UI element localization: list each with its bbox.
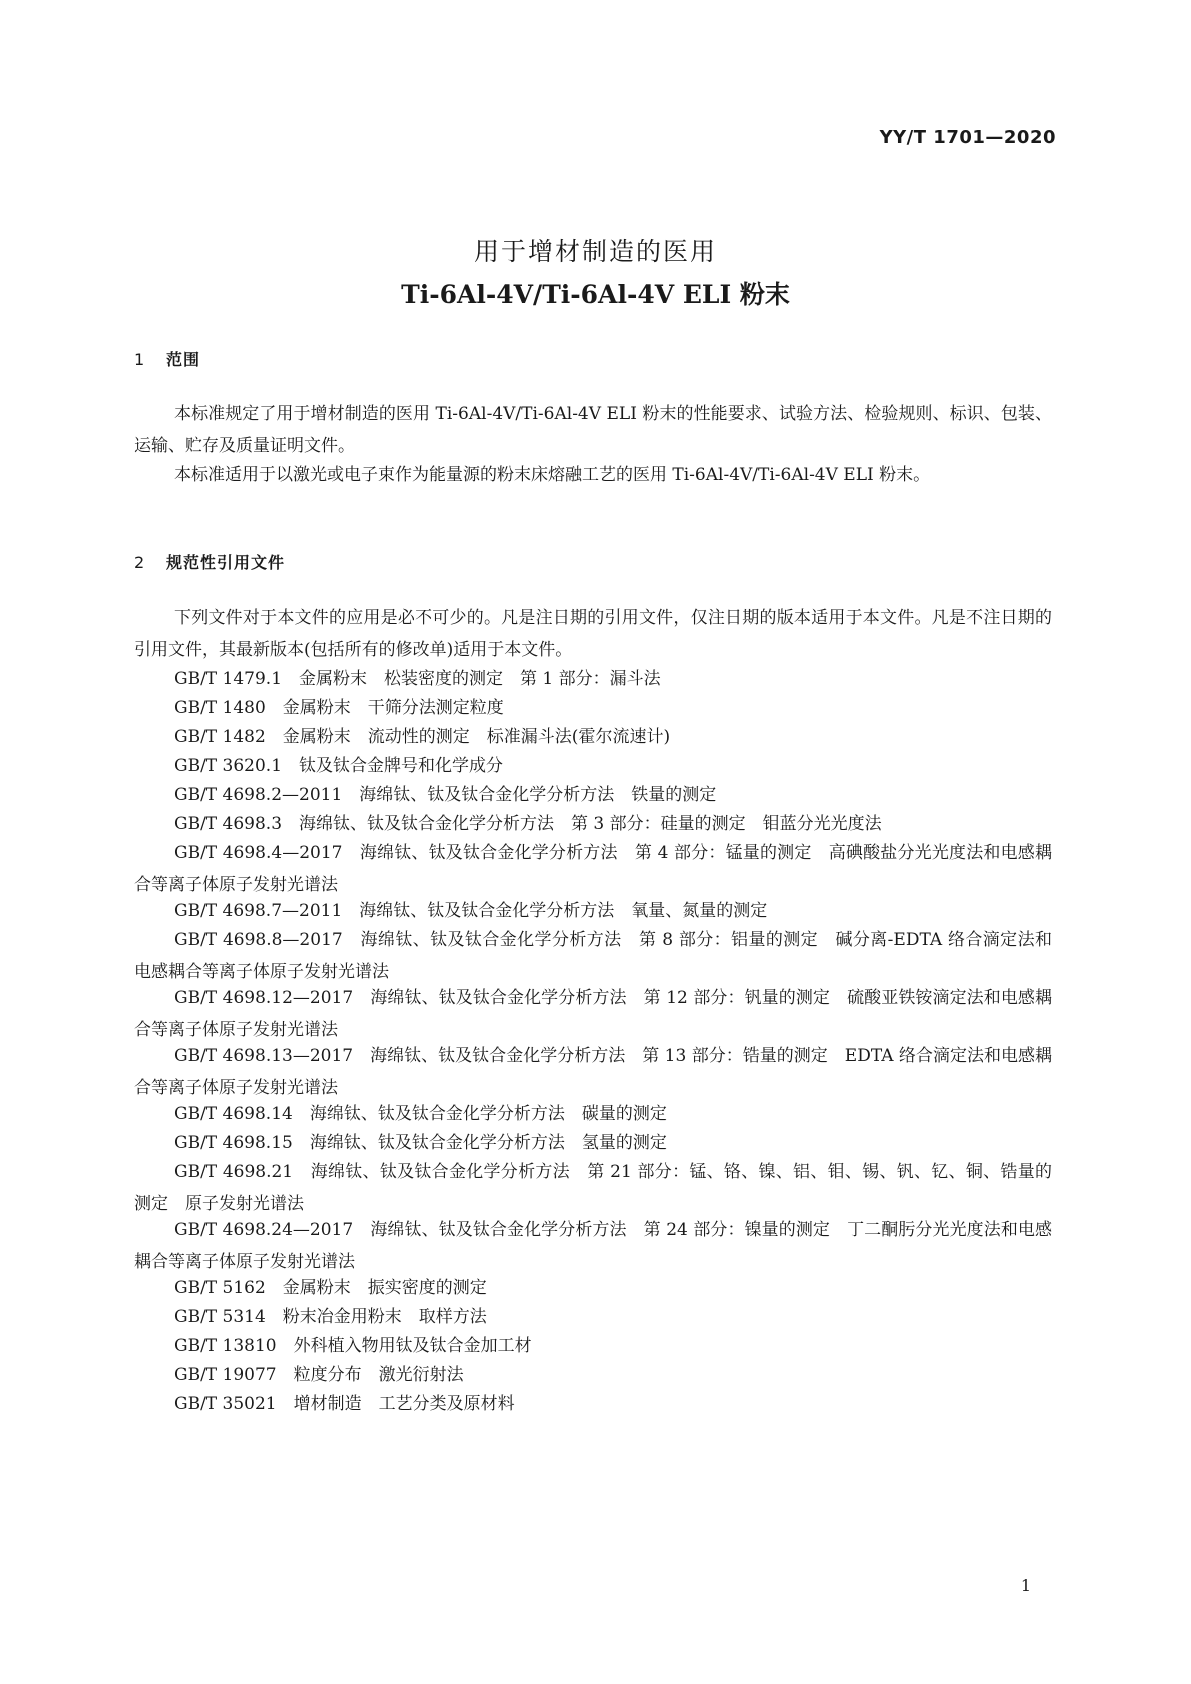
ref-item: GB/T 4698.8—2017 海绵钛、钛及钛合金化学分析方法 第 8 部分：铝量的测定 碱分离-EDTA 络合滴定法和电感耦合等离子体原子发射光谱法: [134, 930, 1052, 982]
section-2-intro: 下列文件对于本文件的应用是必不可少的。凡是注日期的引用文件，仅注日期的版本适用于本文件。凡是不注日期的引用文件，其最新版本(包括所有的修改单)适用于本文件。: [134, 608, 1052, 660]
ref-item: GB/T 1479.1 金属粉末 松装密度的测定 第 1 部分：漏斗法: [174, 669, 661, 689]
section-1-paragraph-1: 本标准规定了用于增材制造的医用 Ti-6Al-4V/Ti-6Al-4V ELI 粉末的性能要求、试验方法、检验规则、标识、包装、运输、贮存及质量证明文件。: [134, 404, 1052, 456]
section-2-title: 规范性引用文件: [166, 553, 286, 572]
ref-item: GB/T 4698.7—2011 海绵钛、钛及钛合金化学分析方法 氧量、氮量的测定: [174, 901, 768, 921]
ref-item: GB/T 35021 增材制造 工艺分类及原材料: [174, 1394, 515, 1414]
ref-item: GB/T 4698.13—2017 海绵钛、钛及钛合金化学分析方法 第 13 部分：锆量的测定 EDTA 络合滴定法和电感耦合等离子体原子发射光谱法: [134, 1046, 1052, 1098]
ref-item: GB/T 4698.24—2017 海绵钛、钛及钛合金化学分析方法 第 24 部分：镍量的测定 丁二酮肟分光光度法和电感耦合等离子体原子发射光谱法: [134, 1220, 1052, 1272]
ref-item: GB/T 4698.15 海绵钛、钛及钛合金化学分析方法 氢量的测定: [174, 1133, 667, 1153]
section-1-paragraph-2: 本标准适用于以激光或电子束作为能量源的粉末床熔融工艺的医用 Ti-6Al-4V/Ti-6Al-4V ELI 粉末。: [174, 465, 931, 485]
ref-item: GB/T 4698.4—2017 海绵钛、钛及钛合金化学分析方法 第 4 部分：锰量的测定 高碘酸盐分光光度法和电感耦合等离子体原子发射光谱法: [134, 843, 1052, 895]
ref-item: GB/T 4698.21 海绵钛、钛及钛合金化学分析方法 第 21 部分：锰、铬、镍、铝、钼、锡、钒、钇、铜、锆量的测定 原子发射光谱法: [134, 1162, 1052, 1214]
ref-item: GB/T 4698.2—2011 海绵钛、钛及钛合金化学分析方法 铁量的测定: [174, 785, 717, 805]
document-title-line2: Ti-6Al-4V/Ti-6Al-4V ELI 粉末: [401, 280, 790, 309]
section-1-number: 1: [134, 350, 146, 369]
section-2-heading: [134, 550, 285, 573]
ref-item: GB/T 5162 金属粉末 振实密度的测定: [174, 1278, 487, 1298]
ref-item: GB/T 4698.12—2017 海绵钛、钛及钛合金化学分析方法 第 12 部分：钒量的测定 硫酸亚铁铵滴定法和电感耦合等离子体原子发射光谱法: [134, 988, 1052, 1040]
ref-item: GB/T 4698.14 海绵钛、钛及钛合金化学分析方法 碳量的测定: [174, 1104, 667, 1124]
section-1-title: 范围: [166, 350, 201, 369]
ref-item: GB/T 13810 外科植入物用钛及钛合金加工材: [174, 1336, 532, 1356]
section-2-number: 2: [134, 553, 146, 572]
standard-code: YY/T 1701—2020: [879, 127, 1056, 148]
section-1-heading: [134, 347, 200, 370]
document-title-line1: 用于增材制造的医用: [473, 237, 717, 266]
page-number: 1: [1020, 1576, 1031, 1595]
ref-item: GB/T 19077 粒度分布 激光衍射法: [174, 1365, 464, 1385]
ref-item: GB/T 1480 金属粉末 干筛分法测定粒度: [174, 698, 504, 718]
ref-item: GB/T 1482 金属粉末 流动性的测定 标准漏斗法(霍尔流速计): [174, 727, 671, 747]
ref-item: GB/T 3620.1 钛及钛合金牌号和化学成分: [174, 756, 504, 776]
ref-item: GB/T 5314 粉末冶金用粉末 取样方法: [174, 1307, 487, 1327]
ref-item: GB/T 4698.3 海绵钛、钛及钛合金化学分析方法 第 3 部分：硅量的测定 钼蓝分光光度法: [174, 814, 882, 834]
